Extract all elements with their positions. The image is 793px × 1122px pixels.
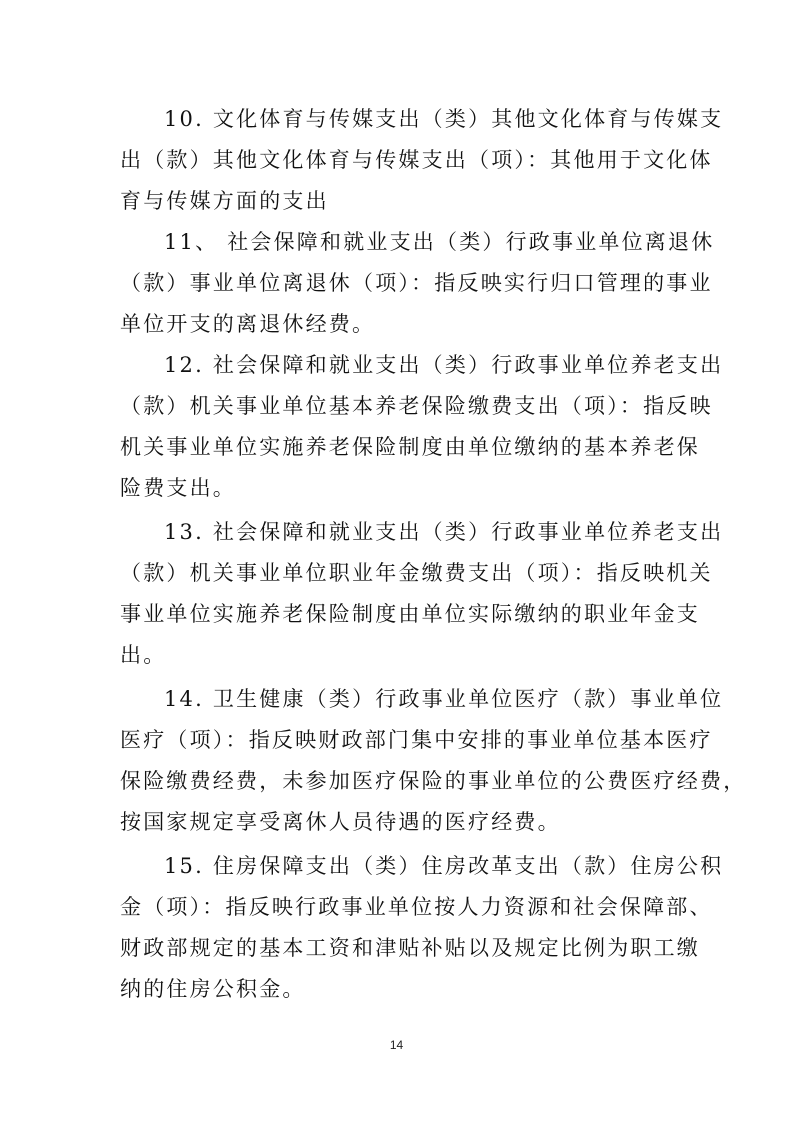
paragraph-10-line-2: 出（款）其他文化体育与传媒支出（项）：其他用于文化体 xyxy=(120,148,713,172)
paragraph-14-line-1: 14. 卫生健康（类）行政事业单位医疗（款）事业单位 xyxy=(164,687,724,711)
paragraph-10-line-1: 10. 文化体育与传媒支出（类）其他文化体育与传媒支 xyxy=(164,107,724,131)
paragraph-11-line-1: 11、 社会保障和就业支出（类）行政事业单位离退休 xyxy=(164,230,715,254)
paragraph-14-line-3: 保险缴费经费，未参加医疗保险的事业单位的公费医疗经费， xyxy=(120,769,747,793)
paragraph-14-line-4: 按国家规定享受离休人员待遇的医疗经费。 xyxy=(120,810,561,834)
paragraph-12-line-2: （款）机关事业单位基本养老保险缴费支出（项）：指反映 xyxy=(120,394,713,418)
paragraph-11-line-3: 单位开支的离退休经费。 xyxy=(120,312,376,336)
paragraph-11-line-2: （款）事业单位离退休（项）：指反映实行归口管理的事业 xyxy=(120,271,713,295)
paragraph-15-line-1: 15. 住房保障支出（类）住房改革支出（款）住房公积 xyxy=(164,854,724,878)
paragraph-15-line-3: 财政部规定的基本工资和津贴补贴以及规定比例为职工缴 xyxy=(120,936,700,960)
paragraph-15-line-2: 金（项）：指反映行政事业单位按人力资源和社会保障部、 xyxy=(120,895,713,919)
paragraph-14-line-2: 医疗（项）：指反映财政部门集中安排的事业单位基本医疗 xyxy=(120,728,713,752)
paragraph-13-line-3: 事业单位实施养老保险制度由单位实际缴纳的职业年金支 xyxy=(120,602,700,626)
paragraph-15-line-4: 纳的住房公积金。 xyxy=(120,977,306,1001)
paragraph-10-line-3: 育与传媒方面的支出 xyxy=(120,189,329,213)
paragraph-13-line-2: （款）机关事业单位职业年金缴费支出（项）：指反映机关 xyxy=(120,561,713,585)
paragraph-12-line-4: 险费支出。 xyxy=(120,476,236,500)
paragraph-12-line-3: 机关事业单位实施养老保险制度由单位缴纳的基本养老保 xyxy=(120,435,700,459)
page-number: 14 xyxy=(389,1038,404,1052)
paragraph-13-line-1: 13. 社会保障和就业支出（类）行政事业单位养老支出 xyxy=(164,520,724,544)
paragraph-12-line-1: 12. 社会保障和就业支出（类）行政事业单位养老支出 xyxy=(164,353,724,377)
paragraph-13-line-4: 出。 xyxy=(120,643,167,667)
